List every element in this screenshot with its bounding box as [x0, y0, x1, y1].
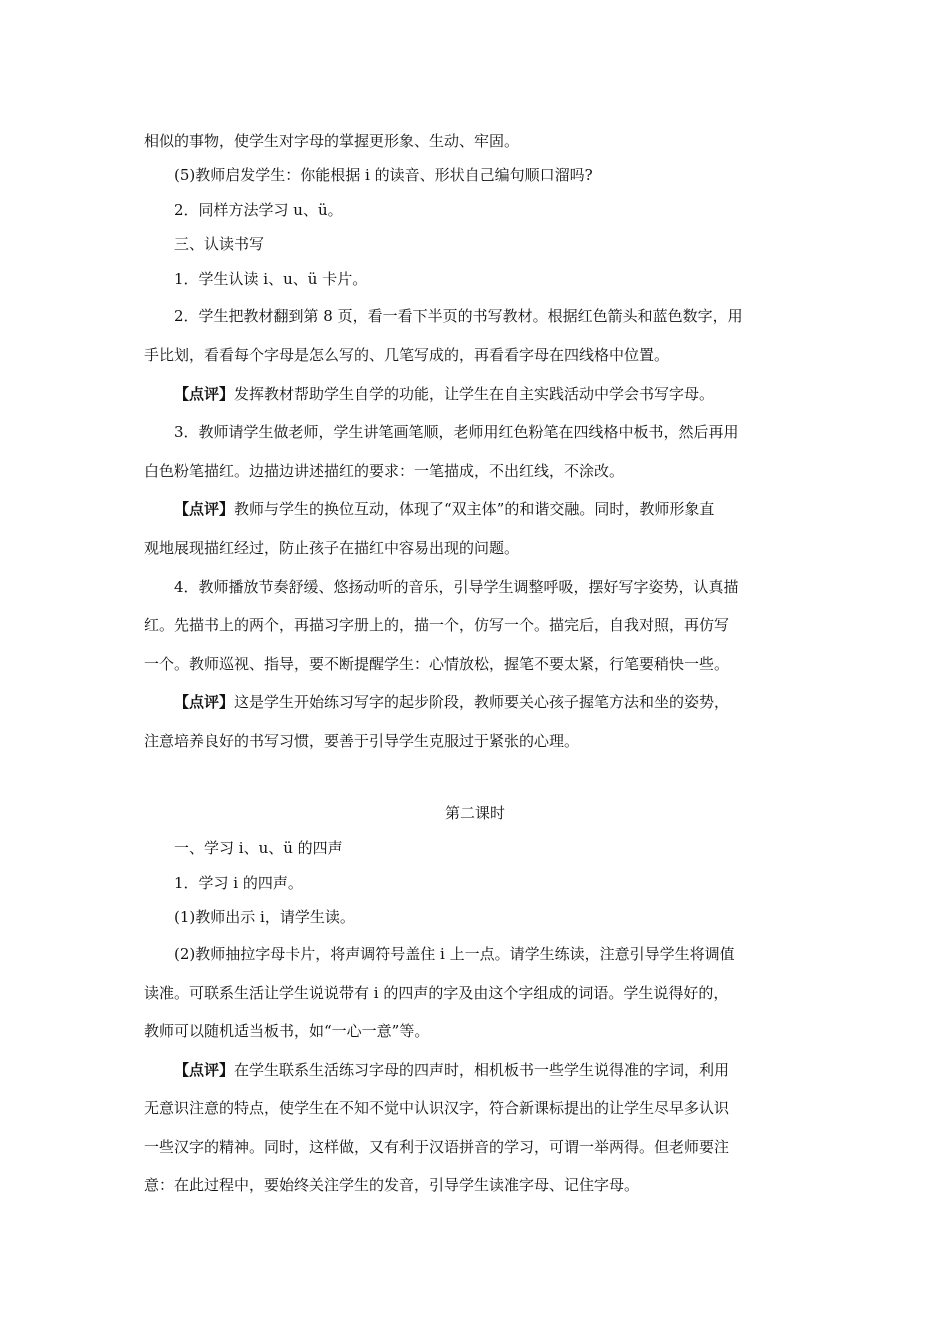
paragraph-line: 2．学生把教材翻到第 8 页，看一看下半页的书写教材。根据红色箭头和蓝色数字，用 — [174, 307, 743, 325]
comment-paragraph: 【点评】这是学生开始练习写字的起步阶段，教师要关心孩子握笔方法和坐的姿势， — [174, 693, 730, 711]
paragraph-line: 1．学习 i 的四声。 — [174, 874, 303, 892]
paragraph-line: (1)教师出示 i，请学生读。 — [174, 908, 355, 926]
paragraph-line: 1．学生认读 i、u、ü 卡片。 — [174, 270, 368, 288]
paragraph-line: 2．同样方法学习 u、ü。 — [174, 201, 343, 219]
comment-tag: 【点评】 — [174, 385, 235, 403]
paragraph-line: 白色粉笔描红。边描边讲述描红的要求：一笔描成，不出红线，不涂改。 — [144, 462, 625, 480]
paragraph-line: (5)教师启发学生：你能根据 i 的读音、形状自己编句顺口溜吗? — [174, 166, 593, 184]
paragraph-line: 一些汉字的精神。同时，这样做，又有利于汉语拼音的学习，可谓一举两得。但老师要注 — [144, 1138, 730, 1156]
section-heading: 三、认读书写 — [174, 235, 265, 253]
paragraph-line: 红。先描书上的两个，再描习字册上的，描一个，仿写一个。描完后，自我对照，再仿写 — [144, 616, 730, 634]
lesson-title: 第二课时 — [444, 804, 505, 822]
paragraph-line: 4．教师播放节奏舒缓、悠扬动听的音乐，引导学生调整呼吸，摆好写字姿势，认真描 — [174, 578, 739, 596]
section-heading: 一、学习 i、u、ü 的四声 — [174, 839, 343, 857]
comment-paragraph: 【点评】在学生联系生活练习字母的四声时，相机板书一些学生说得准的字词，利用 — [174, 1061, 730, 1079]
paragraph-line: 一个。教师巡视、指导，要不断提醒学生：心情放松，握笔不要太紧，行笔要稍快一些。 — [144, 655, 730, 673]
paragraph-line: 3．教师请学生做老师，学生讲笔画笔顺，老师用红色粉笔在四线格中板书，然后再用 — [174, 423, 739, 441]
paragraph-line: 相似的事物，使学生对字母的掌握更形象、生动、牢固。 — [144, 132, 520, 150]
paragraph-line: 教师可以随机适当板书，如“一心一意”等。 — [144, 1022, 430, 1040]
comment-tag: 【点评】 — [174, 1061, 235, 1079]
paragraph-line: 意：在此过程中，要始终关注学生的发音，引导学生读准字母、记住字母。 — [144, 1176, 640, 1194]
paragraph-line: 观地展现描红经过，防止孩子在描红中容易出现的问题。 — [144, 539, 520, 557]
paragraph-line: 读准。可联系生活让学生说说带有 i 的四声的字及由这个字组成的词语。学生说得好的， — [144, 984, 729, 1002]
paragraph-line: 无意识注意的特点，使学生在不知不觉中认识汉字，符合新课标提出的让学生尽早多认识 — [144, 1099, 730, 1117]
comment-paragraph: 【点评】教师与学生的换位互动，体现了“双主体”的和谐交融。同时，教师形象直 — [174, 500, 715, 518]
paragraph-line: (2)教师抽拉字母卡片，将声调符号盖住 i 上一点。请学生练读，注意引导学生将调值 — [174, 945, 735, 963]
paragraph-line: 手比划，看看每个字母是怎么写的、几笔写成的，再看看字母在四线格中位置。 — [144, 346, 670, 364]
comment-tag: 【点评】 — [174, 500, 235, 518]
comment-paragraph: 【点评】发挥教材帮助学生自学的功能，让学生在自主实践活动中学会书写字母。 — [174, 385, 715, 403]
paragraph-line: 注意培养良好的书写习惯，要善于引导学生克服过于紧张的心理。 — [144, 732, 580, 750]
comment-tag: 【点评】 — [174, 693, 235, 711]
